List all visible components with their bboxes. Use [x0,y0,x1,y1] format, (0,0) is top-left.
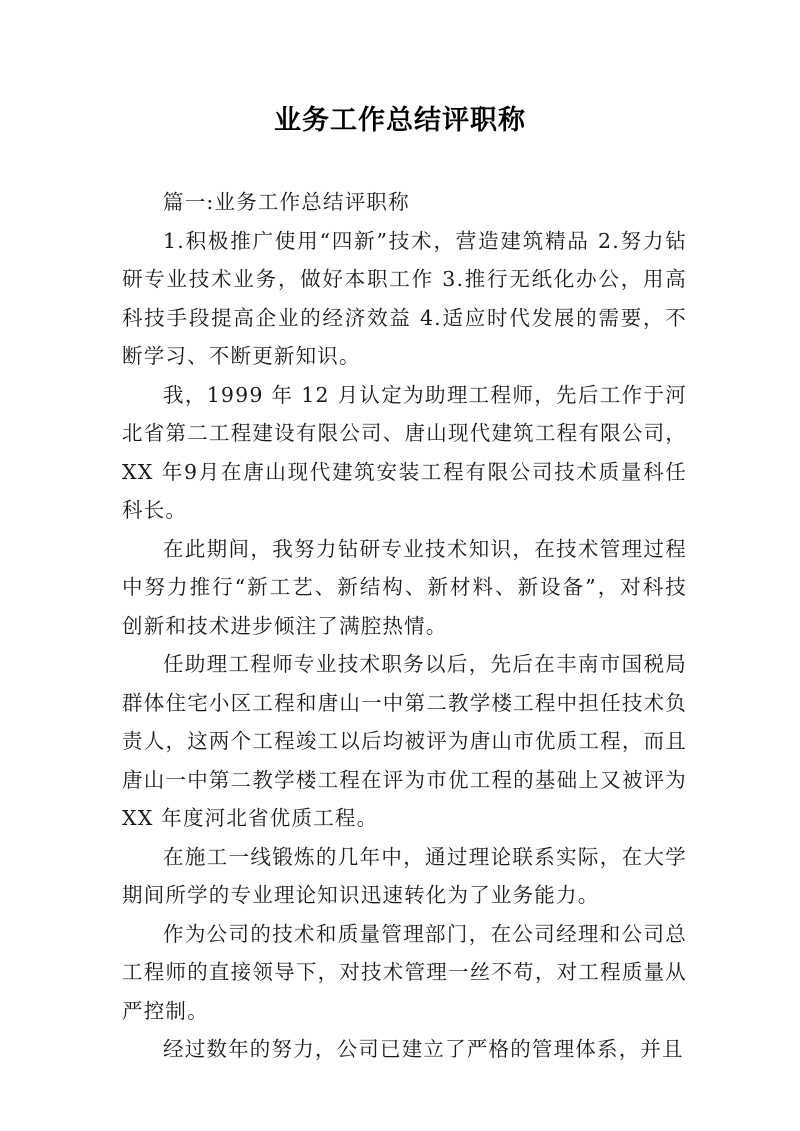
paragraph: 在此期间，我努力钻研专业技术知识，在技术管理过程中努力推行“新工艺、新结构、新材料、新设备”，对科技创新和技术进步倾注了满腔热情。 [122,536,687,638]
section-heading: 篇一:业务工作总结评职称 [163,190,410,214]
paragraph: 在施工一线锻炼的几年中，通过理论联系实际，在大学期间所学的专业理论知识迅速转化为了业务能力。 [122,844,687,907]
document-title: 业务工作总结评职称 [274,105,526,136]
paragraph: 作为公司的技术和质量管理部门，在公司经理和公司总工程师的直接领导下，对技术管理一丝不苟，对工程质量从严控制。 [122,921,687,1023]
paragraph: 我，1999 年 12 月认定为助理工程师，先后工作于河北省第二工程建设有限公司、唐山现代建筑工程有限公司，XX 年9月在唐山现代建筑安装工程有限公司技术质量科任科长。 [122,382,687,522]
document-body [122,183,687,1069]
paragraph: 任助理工程师专业技术职务以后，先后在丰南市国税局群体住宅小区工程和唐山一中第二教学楼工程中担任技术负责人，这两个工程竣工以后均被评为唐山市优质工程，而且唐山一中第二教学楼工程在评为市优工程的基础上又被评为 XX 年度河北省优质工程。 [122,652,687,830]
paragraph: 经过数年的努力，公司已建立了严格的管理体系，并且 [163,1037,684,1061]
paragraph: 1.积极推广使用“四新”技术，营造建筑精品 2.努力钻研专业技术业务，做好本职工作 3.推行无纸化办公，用高科技手段提高企业的经济效益 4.适应时代发展的需要，不断学习、不断更新知识。 [122,228,687,368]
